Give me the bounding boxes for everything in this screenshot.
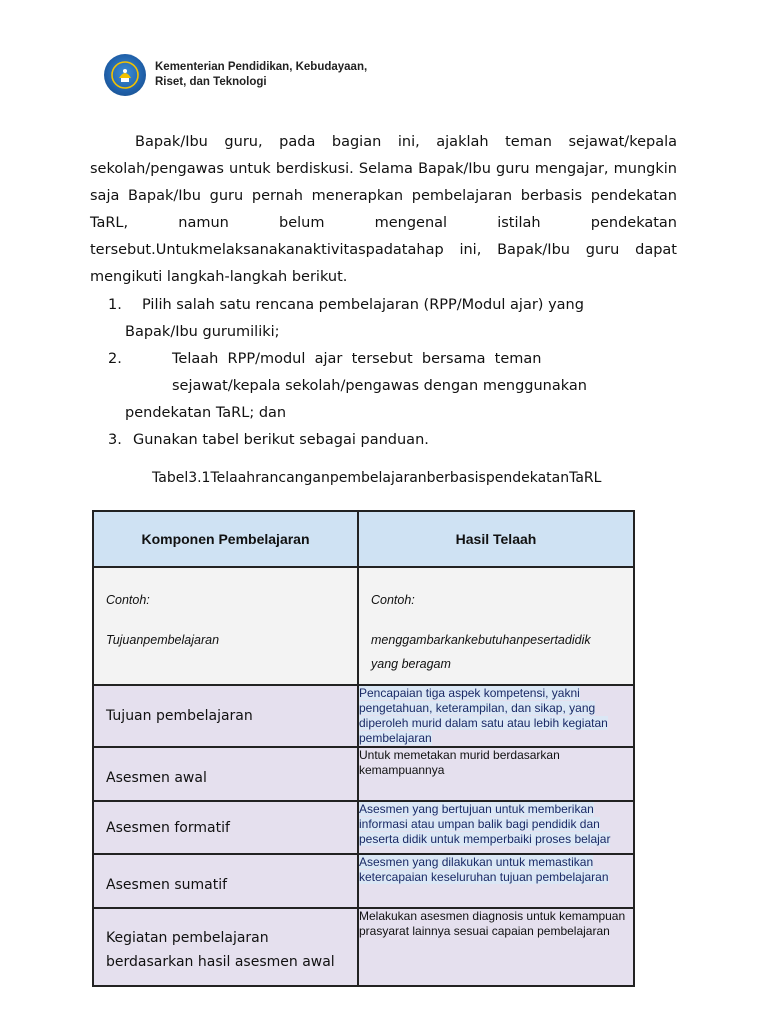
tut-wuri-handayani-logo-icon — [104, 54, 146, 96]
table-row — [93, 685, 634, 747]
result-cell — [358, 801, 634, 854]
example-row — [93, 567, 634, 685]
intro-paragraph: Bapak/Ibu guru, pada bagian ini, ajaklah teman sejawat/kepala sekolah/pengawas untuk berdiskusi. Selama Bapak/Ibu guru mengajar, mungkin saja Bapak/Ibu guru pernah menerapkan pembelajaran berbasis pendekatan TaRL, namun belum mengenal istilah pendekatan tersebut.Untukmelaksanakanaktivitaspadatahap ini, Bapak/Ibu guru dapat mengikuti langkah-langkah berikut. — [90, 134, 677, 285]
result-text: Melakukan asesmen diagnosis untuk kemampuan prasyarat lainnya sesuai capaian pembelajaran — [359, 909, 626, 938]
result-text: Asesmen yang bertujuan untuk memberikan informasi atau umpan balik bagi pendidik dan peserta didik untuk memperbaiki proses belajar — [359, 802, 611, 846]
step-number: 1. — [108, 297, 122, 313]
example-value: menggambarkankebutuhanpesertadidik — [371, 633, 591, 647]
step-item — [90, 427, 690, 454]
example-label: Contoh: — [371, 593, 415, 607]
step-text-continued: pendekatan TaRL; dan — [125, 405, 287, 421]
example-label: Contoh: — [106, 593, 150, 607]
example-component-cell — [93, 567, 358, 685]
steps-list — [90, 292, 690, 454]
logo-emblem — [110, 60, 140, 90]
table-row — [93, 854, 634, 908]
ministry-header — [104, 54, 367, 96]
result-text: Asesmen yang dilakukan untuk memastikan ketercapaian keseluruhan tujuan pembelajaran — [359, 855, 609, 884]
component-text: Asesmen sumatif — [106, 877, 228, 893]
result-cell — [358, 685, 634, 747]
example-result-cell — [358, 567, 634, 685]
example-value: Tujuanpembelajaran — [106, 633, 220, 647]
table-row — [93, 801, 634, 854]
table-caption: Tabel3.1TelaahrancanganpembelajaranberbasispendekatanTaRL — [152, 470, 602, 486]
table-header-row — [93, 511, 634, 567]
example-value-continued: yang beragam — [371, 657, 451, 671]
step-number: 3. — [108, 432, 122, 448]
review-table — [92, 510, 635, 987]
result-cell — [358, 854, 634, 908]
component-cell — [93, 685, 358, 747]
component-cell — [93, 908, 358, 986]
header-result: Hasil Telaah — [358, 511, 634, 567]
table-row — [93, 908, 634, 986]
result-text: Pencapaian tiga aspek kompetensi, yakni pengetahuan, keterampilan, dan sikap, yang diperoleh murid dalam satu atau lebih kegiatan pembelajaran — [359, 686, 608, 745]
header-component: Komponen Pembelajaran — [93, 511, 358, 567]
step-item — [90, 346, 690, 427]
intro-section — [90, 129, 677, 291]
step-number: 2. — [108, 351, 122, 367]
component-text: Asesmen awal — [106, 770, 207, 786]
table-row — [93, 747, 634, 801]
result-text: Untuk memetakan murid berdasarkan kemampuannya — [359, 748, 560, 777]
result-cell — [358, 747, 634, 801]
step-text: Gunakan tabel berikut sebagai panduan. — [133, 432, 429, 448]
component-cell — [93, 747, 358, 801]
component-text: Tujuan pembelajaran — [106, 708, 253, 724]
step-text: Pilih salah satu rencana pembelajaran (RPP/Modul ajar) yang — [142, 297, 584, 313]
ministry-name — [155, 60, 367, 90]
component-text: Asesmen formatif — [106, 819, 230, 836]
step-text: Telaah RPP/modul ajar tersebut bersama teman — [172, 351, 542, 367]
result-cell — [358, 908, 634, 986]
ministry-line-2: Riset, dan Teknologi — [155, 76, 267, 88]
component-text: Kegiatan pembelajaran berdasarkan hasil asesmen awal — [106, 930, 335, 970]
step-item — [90, 292, 690, 346]
component-cell — [93, 854, 358, 908]
ministry-line-1: Kementerian Pendidikan, Kebudayaan, — [155, 61, 368, 73]
component-cell — [93, 801, 358, 854]
step-text-continued: Bapak/Ibu gurumiliki; — [125, 324, 280, 340]
step-text-continued: sejawat/kepala sekolah/pengawas dengan menggunakan — [172, 378, 587, 394]
